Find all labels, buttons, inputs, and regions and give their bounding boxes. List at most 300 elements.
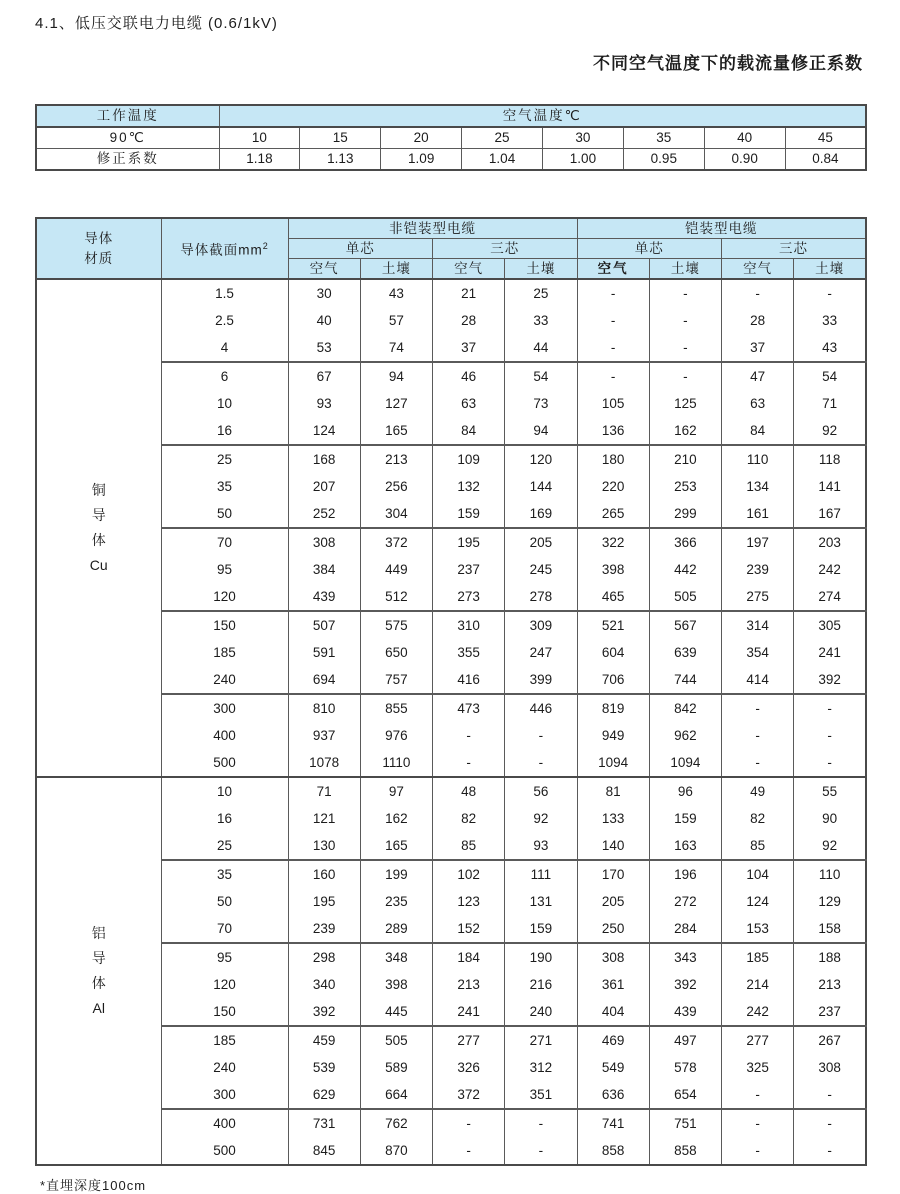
value-cell: 247 — [505, 639, 577, 666]
value-cell: 289 — [360, 915, 432, 943]
value-cell: 63 — [722, 390, 794, 417]
value-cell: 210 — [649, 445, 721, 473]
temp-value-cell: 20 — [381, 127, 462, 149]
value-cell: 639 — [649, 639, 721, 666]
value-cell: 439 — [288, 583, 360, 611]
table-row — [36, 362, 866, 390]
table-row — [36, 611, 866, 639]
value-cell: 372 — [360, 528, 432, 556]
value-cell: 237 — [794, 998, 866, 1026]
table-row — [36, 971, 866, 998]
cross-section-cell: 16 — [161, 417, 288, 445]
value-cell: 741 — [577, 1109, 649, 1137]
value-cell: 152 — [433, 915, 505, 943]
factor-value-cell: 1.09 — [381, 149, 462, 171]
value-cell: 414 — [722, 666, 794, 694]
value-cell: 310 — [433, 611, 505, 639]
value-cell: 242 — [794, 556, 866, 583]
value-cell: 48 — [433, 777, 505, 805]
cross-section-cell: 240 — [161, 1054, 288, 1081]
value-cell: 842 — [649, 694, 721, 722]
value-cell: 267 — [794, 1026, 866, 1054]
value-cell: 140 — [577, 832, 649, 860]
value-cell: 96 — [649, 777, 721, 805]
material-label-line: 导 — [91, 950, 106, 966]
value-cell: - — [505, 749, 577, 777]
cross-section-label: 导体截面mm — [180, 242, 263, 258]
unarmored-single-soil-header: 土壤 — [360, 259, 432, 280]
value-cell: 505 — [649, 583, 721, 611]
value-cell: 109 — [433, 445, 505, 473]
value-cell: 28 — [433, 307, 505, 334]
value-cell: 185 — [722, 943, 794, 971]
cross-section-sup: 2 — [262, 241, 269, 252]
value-cell: 92 — [794, 832, 866, 860]
value-cell: 340 — [288, 971, 360, 998]
value-cell: 256 — [360, 473, 432, 500]
table-row — [36, 915, 866, 943]
material-label-line: Al — [92, 1000, 105, 1016]
value-cell: - — [505, 1109, 577, 1137]
value-cell: - — [577, 279, 649, 307]
value-cell: 250 — [577, 915, 649, 943]
value-cell: 82 — [433, 805, 505, 832]
value-cell: 71 — [288, 777, 360, 805]
value-cell: 199 — [360, 860, 432, 888]
value-cell: 654 — [649, 1081, 721, 1109]
value-cell: 845 — [288, 1137, 360, 1165]
value-cell: 1094 — [577, 749, 649, 777]
cross-section-cell: 35 — [161, 473, 288, 500]
value-cell: 361 — [577, 971, 649, 998]
armored-three-core-header: 三芯 — [722, 239, 867, 259]
value-cell: 110 — [794, 860, 866, 888]
value-cell: 169 — [505, 500, 577, 528]
material-label-line: 铝 — [91, 925, 106, 941]
value-cell: 629 — [288, 1081, 360, 1109]
cross-section-cell: 400 — [161, 722, 288, 749]
temp-value-cell: 35 — [623, 127, 704, 149]
value-cell: 372 — [433, 1081, 505, 1109]
value-cell: 53 — [288, 334, 360, 362]
value-cell: 549 — [577, 1054, 649, 1081]
value-cell: 392 — [649, 971, 721, 998]
cross-section-cell: 70 — [161, 915, 288, 943]
value-cell: 459 — [288, 1026, 360, 1054]
material-label-line: 体 — [91, 975, 106, 991]
value-cell: 161 — [722, 500, 794, 528]
cross-section-cell: 500 — [161, 749, 288, 777]
cross-section-cell: 95 — [161, 556, 288, 583]
material-label-line: Cu — [89, 557, 108, 573]
value-cell: - — [577, 307, 649, 334]
value-cell: 163 — [649, 832, 721, 860]
value-cell: 314 — [722, 611, 794, 639]
value-cell: 326 — [433, 1054, 505, 1081]
value-cell: 392 — [288, 998, 360, 1026]
value-cell: 272 — [649, 888, 721, 915]
value-cell: 384 — [288, 556, 360, 583]
value-cell: 308 — [577, 943, 649, 971]
value-cell: 43 — [794, 334, 866, 362]
value-cell: 168 — [288, 445, 360, 473]
value-cell: - — [649, 279, 721, 307]
value-cell: 273 — [433, 583, 505, 611]
cross-section-cell: 16 — [161, 805, 288, 832]
table-row — [36, 528, 866, 556]
factor-value-cell: 1.13 — [300, 149, 381, 171]
value-cell: 308 — [288, 528, 360, 556]
value-cell: 299 — [649, 500, 721, 528]
value-cell: 82 — [722, 805, 794, 832]
cross-section-cell: 185 — [161, 639, 288, 666]
unarmored-single-air-header: 空气 — [288, 259, 360, 280]
value-cell: 44 — [505, 334, 577, 362]
value-cell: 33 — [505, 307, 577, 334]
value-cell: 180 — [577, 445, 649, 473]
air-temp-header: 空气温度℃ — [219, 105, 866, 127]
value-cell: 575 — [360, 611, 432, 639]
value-cell: 870 — [360, 1137, 432, 1165]
value-cell: 56 — [505, 777, 577, 805]
cross-section-cell: 70 — [161, 528, 288, 556]
table-row — [36, 860, 866, 888]
unarmored-three-air-header: 空气 — [433, 259, 505, 280]
value-cell: 136 — [577, 417, 649, 445]
value-cell: 37 — [722, 334, 794, 362]
value-cell: 366 — [649, 528, 721, 556]
value-cell: 469 — [577, 1026, 649, 1054]
value-cell: - — [722, 1137, 794, 1165]
value-cell: 591 — [288, 639, 360, 666]
value-cell: 252 — [288, 500, 360, 528]
value-cell: 278 — [505, 583, 577, 611]
cross-section-cell: 120 — [161, 971, 288, 998]
cross-section-header — [161, 218, 288, 279]
value-cell: 348 — [360, 943, 432, 971]
value-cell: - — [722, 279, 794, 307]
table-row — [36, 639, 866, 666]
value-cell: 120 — [505, 445, 577, 473]
material-label-line: 体 — [91, 532, 106, 548]
material-label — [36, 777, 161, 1165]
value-cell: 159 — [505, 915, 577, 943]
cross-section-cell: 300 — [161, 694, 288, 722]
value-cell: 858 — [577, 1137, 649, 1165]
value-cell: 30 — [288, 279, 360, 307]
value-cell: 240 — [505, 998, 577, 1026]
table-row — [36, 777, 866, 805]
value-cell: 578 — [649, 1054, 721, 1081]
table-row — [36, 998, 866, 1026]
value-cell: 325 — [722, 1054, 794, 1081]
value-cell: 762 — [360, 1109, 432, 1137]
value-cell: 153 — [722, 915, 794, 943]
value-cell: 312 — [505, 1054, 577, 1081]
temp-value-cell: 15 — [300, 127, 381, 149]
value-cell: 102 — [433, 860, 505, 888]
value-cell: 277 — [722, 1026, 794, 1054]
burial-depth-footnote: *直埋深度100cm — [40, 1178, 147, 1193]
value-cell: 195 — [433, 528, 505, 556]
table-row — [36, 445, 866, 473]
table-row — [36, 722, 866, 749]
value-cell: 962 — [649, 722, 721, 749]
value-cell: 242 — [722, 998, 794, 1026]
cross-section-cell: 150 — [161, 611, 288, 639]
value-cell: - — [433, 749, 505, 777]
value-cell: 159 — [649, 805, 721, 832]
value-cell: 858 — [649, 1137, 721, 1165]
correction-factor-table — [35, 104, 867, 171]
value-cell: 93 — [505, 832, 577, 860]
cross-section-cell: 185 — [161, 1026, 288, 1054]
value-cell: - — [794, 279, 866, 307]
value-cell: 694 — [288, 666, 360, 694]
value-cell: 25 — [505, 279, 577, 307]
table-row — [36, 943, 866, 971]
value-cell: - — [722, 1081, 794, 1109]
value-cell: - — [577, 362, 649, 390]
value-cell: - — [794, 694, 866, 722]
value-cell: 85 — [722, 832, 794, 860]
value-cell: 57 — [360, 307, 432, 334]
value-cell: - — [722, 722, 794, 749]
value-cell: 216 — [505, 971, 577, 998]
unarmored-three-core-header: 三芯 — [433, 239, 578, 259]
value-cell: - — [433, 1109, 505, 1137]
value-cell: 239 — [722, 556, 794, 583]
value-cell: 308 — [794, 1054, 866, 1081]
value-cell: 159 — [433, 500, 505, 528]
table-row — [36, 888, 866, 915]
value-cell: 237 — [433, 556, 505, 583]
value-cell: 1078 — [288, 749, 360, 777]
value-cell: 207 — [288, 473, 360, 500]
cross-section-cell: 95 — [161, 943, 288, 971]
value-cell: 277 — [433, 1026, 505, 1054]
value-cell: 636 — [577, 1081, 649, 1109]
value-cell: 162 — [649, 417, 721, 445]
value-cell: 521 — [577, 611, 649, 639]
table-row — [36, 417, 866, 445]
value-cell: 392 — [794, 666, 866, 694]
value-cell: 165 — [360, 832, 432, 860]
value-cell: 214 — [722, 971, 794, 998]
value-cell: 604 — [577, 639, 649, 666]
value-cell: 131 — [505, 888, 577, 915]
value-cell: 124 — [288, 417, 360, 445]
value-cell: 343 — [649, 943, 721, 971]
value-cell: 33 — [794, 307, 866, 334]
value-cell: - — [722, 694, 794, 722]
table-row — [36, 583, 866, 611]
cross-section-cell: 25 — [161, 445, 288, 473]
value-cell: 567 — [649, 611, 721, 639]
page-title: 4.1、低压交联电力电缆 (0.6/1kV) — [35, 15, 278, 32]
value-cell: 97 — [360, 777, 432, 805]
value-cell: - — [722, 749, 794, 777]
header-row-1 — [36, 218, 866, 239]
value-cell: 141 — [794, 473, 866, 500]
value-cell: 404 — [577, 998, 649, 1026]
cross-section-cell: 120 — [161, 583, 288, 611]
value-cell: 121 — [288, 805, 360, 832]
value-cell: - — [649, 334, 721, 362]
value-cell: 162 — [360, 805, 432, 832]
value-cell: 1110 — [360, 749, 432, 777]
value-cell: 399 — [505, 666, 577, 694]
cross-section-cell: 10 — [161, 390, 288, 417]
table-row — [36, 805, 866, 832]
value-cell: 188 — [794, 943, 866, 971]
value-cell: 507 — [288, 611, 360, 639]
value-cell: 305 — [794, 611, 866, 639]
value-cell: - — [794, 722, 866, 749]
cross-section-cell: 25 — [161, 832, 288, 860]
armored-three-air-header: 空气 — [722, 259, 794, 280]
value-cell: 205 — [577, 888, 649, 915]
value-cell: 111 — [505, 860, 577, 888]
value-cell: 731 — [288, 1109, 360, 1137]
armored-single-air-header: 空气 — [577, 259, 649, 280]
table-row — [36, 556, 866, 583]
value-cell: 203 — [794, 528, 866, 556]
value-cell: 92 — [794, 417, 866, 445]
value-cell: 130 — [288, 832, 360, 860]
value-cell: 213 — [433, 971, 505, 998]
value-cell: 213 — [794, 971, 866, 998]
cross-section-cell: 4 — [161, 334, 288, 362]
value-cell: 398 — [360, 971, 432, 998]
unarmored-three-soil-header: 土壤 — [505, 259, 577, 280]
value-cell: 93 — [288, 390, 360, 417]
value-cell: 197 — [722, 528, 794, 556]
value-cell: 133 — [577, 805, 649, 832]
table-row — [36, 1026, 866, 1054]
value-cell: 104 — [722, 860, 794, 888]
cross-section-cell: 35 — [161, 860, 288, 888]
value-cell: 241 — [794, 639, 866, 666]
temp-value-cell: 45 — [785, 127, 866, 149]
value-cell: 167 — [794, 500, 866, 528]
material-label-line: 导 — [91, 507, 106, 523]
table-row — [36, 694, 866, 722]
value-cell: 84 — [722, 417, 794, 445]
table-row — [36, 666, 866, 694]
value-cell: 84 — [433, 417, 505, 445]
value-cell: 416 — [433, 666, 505, 694]
value-cell: 351 — [505, 1081, 577, 1109]
cross-section-cell: 50 — [161, 500, 288, 528]
value-cell: 94 — [505, 417, 577, 445]
value-cell: 512 — [360, 583, 432, 611]
correction-table-title: 不同空气温度下的载流量修正系数 — [593, 54, 863, 73]
value-cell: 73 — [505, 390, 577, 417]
value-cell: 309 — [505, 611, 577, 639]
value-cell: 751 — [649, 1109, 721, 1137]
conductor-material-header — [36, 218, 161, 279]
value-cell: 170 — [577, 860, 649, 888]
table-row — [36, 279, 866, 307]
table-row — [36, 832, 866, 860]
value-cell: 124 — [722, 888, 794, 915]
value-cell: 160 — [288, 860, 360, 888]
table-row — [36, 1081, 866, 1109]
value-cell: 47 — [722, 362, 794, 390]
correction-header-row — [36, 105, 866, 127]
value-cell: 465 — [577, 583, 649, 611]
cross-section-cell: 10 — [161, 777, 288, 805]
value-cell: 664 — [360, 1081, 432, 1109]
cross-section-cell: 240 — [161, 666, 288, 694]
value-cell: - — [794, 1081, 866, 1109]
value-cell: 196 — [649, 860, 721, 888]
temp-value-cell: 40 — [704, 127, 785, 149]
value-cell: 449 — [360, 556, 432, 583]
value-cell: 322 — [577, 528, 649, 556]
conductor-material-line2: 材质 — [84, 250, 114, 266]
value-cell: 235 — [360, 888, 432, 915]
value-cell: 439 — [649, 998, 721, 1026]
conductor-material-line1: 导体 — [84, 230, 114, 246]
value-cell: 43 — [360, 279, 432, 307]
value-cell: 94 — [360, 362, 432, 390]
cross-section-cell: 500 — [161, 1137, 288, 1165]
value-cell: 205 — [505, 528, 577, 556]
main-table-body — [36, 279, 866, 1165]
ampacity-table — [35, 217, 867, 1166]
value-cell: 253 — [649, 473, 721, 500]
temp-row-label: 90℃ — [36, 127, 219, 149]
factor-value-cell: 1.04 — [462, 149, 543, 171]
factor-value-cell: 1.00 — [543, 149, 624, 171]
value-cell: 158 — [794, 915, 866, 943]
value-cell: 85 — [433, 832, 505, 860]
cross-section-cell: 150 — [161, 998, 288, 1026]
value-cell: 134 — [722, 473, 794, 500]
table-row — [36, 1054, 866, 1081]
factor-value-cell: 0.95 — [623, 149, 704, 171]
value-cell: 298 — [288, 943, 360, 971]
value-cell: 284 — [649, 915, 721, 943]
value-cell: - — [433, 722, 505, 749]
value-cell: 144 — [505, 473, 577, 500]
value-cell: 265 — [577, 500, 649, 528]
value-cell: 71 — [794, 390, 866, 417]
factor-row-label: 修正系数 — [36, 149, 219, 171]
value-cell: 195 — [288, 888, 360, 915]
value-cell: 819 — [577, 694, 649, 722]
value-cell: 398 — [577, 556, 649, 583]
value-cell: 1094 — [649, 749, 721, 777]
value-cell: 125 — [649, 390, 721, 417]
table-row — [36, 500, 866, 528]
value-cell: 976 — [360, 722, 432, 749]
unarmored-single-core-header: 单芯 — [288, 239, 433, 259]
value-cell: - — [505, 1137, 577, 1165]
table-row — [36, 473, 866, 500]
armored-single-core-header: 单芯 — [577, 239, 722, 259]
cross-section-cell: 2.5 — [161, 307, 288, 334]
unarmored-header: 非铠装型电缆 — [288, 218, 577, 239]
cross-section-cell: 300 — [161, 1081, 288, 1109]
table-row — [36, 334, 866, 362]
value-cell: 165 — [360, 417, 432, 445]
value-cell: 28 — [722, 307, 794, 334]
value-cell: - — [794, 749, 866, 777]
value-cell: - — [649, 307, 721, 334]
